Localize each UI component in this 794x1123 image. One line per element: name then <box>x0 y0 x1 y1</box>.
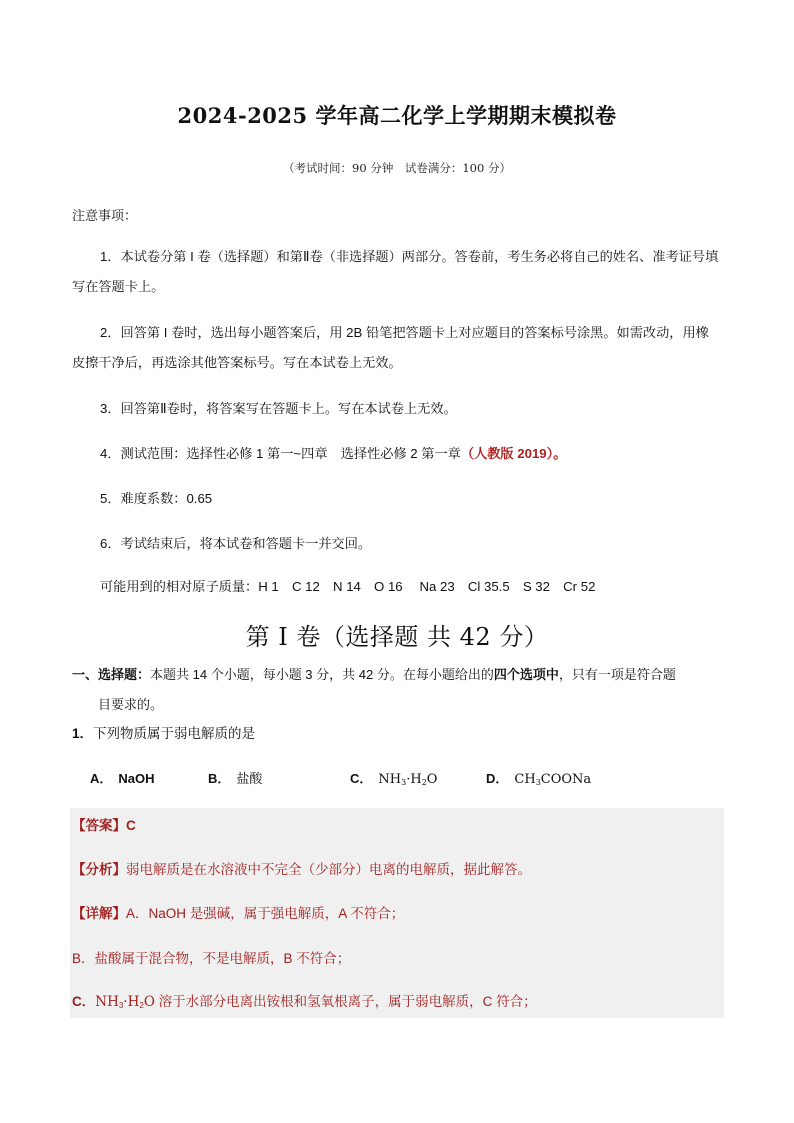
instructions-lead: 一、选择题： <box>72 667 151 682</box>
notice-item-2: 2．回答第 I 卷时，选出每小题答案后，用 2B 铅笔把答题卡上对应题目的答案标号涂黑。如需改动，用橡皮擦干净后，再选涂其他答案标号。写在本试卷上无效。 <box>72 325 709 370</box>
textbook-version: （人教版 2019）。 <box>460 446 567 461</box>
detail-c-formula-mid: ·H <box>123 994 140 1010</box>
notice-item-4 <box>72 439 722 469</box>
exam-subtitle: （考试时间：90 分钟 试卷满分：100 分） <box>283 161 511 175</box>
notice-item-4-text: 4．测试范围：选择性必修 1 第一~四章 选择性必修 2 第一章 <box>100 446 461 461</box>
detail-c-sub-1: 3 <box>118 1001 124 1010</box>
instructions-line-2: 目要求的。 <box>98 697 164 712</box>
option-b <box>208 768 262 787</box>
option-c-sub-2: 2 <box>421 778 427 787</box>
option-a-text: NaOH <box>118 771 155 786</box>
option-c-formula-pre: NH <box>378 772 402 787</box>
answer-line <box>72 814 136 834</box>
question-1-stem <box>72 722 255 742</box>
option-d-letter: D． <box>486 771 509 786</box>
option-c-formula-mid: ·H <box>406 772 422 787</box>
instructions-text-2: ，只有一项是符合题 <box>558 667 676 682</box>
option-d-formula-pre: CH <box>514 772 536 787</box>
section-instructions <box>72 660 724 720</box>
option-c-formula-post: O <box>426 772 438 787</box>
notice-heading: 注意事项： <box>72 208 138 223</box>
question-number: 1． <box>72 726 94 741</box>
instructions-text-1: 本题共 14 个小题，每小题 3 分，共 42 分。在每小题给出的 <box>150 667 494 682</box>
option-a-letter: A． <box>90 771 113 786</box>
option-c-sub-1: 3 <box>401 778 407 787</box>
detail-c-formula-post: O <box>143 994 155 1010</box>
detail-c-formula-pre: NH <box>95 994 119 1010</box>
option-c <box>350 768 437 787</box>
detail-a-text: A．NaOH 是强碱，属于强电解质，A 不符合； <box>126 906 405 921</box>
analysis-line <box>72 858 531 878</box>
analysis-text: 弱电解质是在水溶液中不完全（少部分）电离的电解质，据此解答。 <box>126 862 531 877</box>
option-b-letter: B． <box>208 771 231 786</box>
detail-c-text: 溶于水部分电离出铵根和氢氧根离子，属于弱电解质，C 符合； <box>154 994 537 1009</box>
detail-line-b: B．盐酸属于混合物，不是电解质，B 不符合； <box>72 951 351 966</box>
analysis-tag: 【分析】 <box>72 862 126 877</box>
detail-line-a <box>72 902 404 922</box>
instructions-emphasis: 四个选项中 <box>493 667 559 682</box>
detail-tag: 【详解】 <box>72 906 126 921</box>
answer-value: C <box>126 818 136 833</box>
atomic-masses: 可能用到的相对原子质量：H 1 C 12 N 14 O 16 Na 23 Cl 35.5 S 32 Cr 52 <box>100 579 596 594</box>
detail-c-prefix: C． <box>72 994 96 1009</box>
exam-title: 2024-2025 学年高二化学上学期期末模拟卷 <box>177 103 617 128</box>
detail-c-sub-2: 2 <box>139 1001 144 1010</box>
option-c-letter: C． <box>350 771 373 786</box>
notice-item-5: 5．难度系数：0.65 <box>100 491 213 506</box>
option-a <box>90 768 155 787</box>
option-d <box>486 768 591 787</box>
section-title: 第 I 卷（选择题 共 42 分） <box>245 623 549 651</box>
option-d-sub-1: 3 <box>535 778 541 787</box>
question-text: 下列物质属于弱电解质的是 <box>93 726 256 741</box>
notice-item-6: 6．考试结束后，将本试卷和答题卡一并交回。 <box>100 536 372 551</box>
notice-item-1: 1．本试卷分第 I 卷（选择题）和第Ⅱ卷（非选择题）两部分。答卷前，考生务必将自己的姓名、准考证号填写在答题卡上。 <box>72 249 719 294</box>
option-d-formula-post: COONa <box>540 772 592 787</box>
detail-line-c <box>72 990 537 1010</box>
answer-tag: 【答案】 <box>72 818 126 833</box>
option-b-text: 盐酸 <box>236 771 263 786</box>
notice-item-3: 3．回答第Ⅱ卷时，将答案写在答题卡上。写在本试卷上无效。 <box>100 401 457 416</box>
question-1-options <box>90 768 730 792</box>
